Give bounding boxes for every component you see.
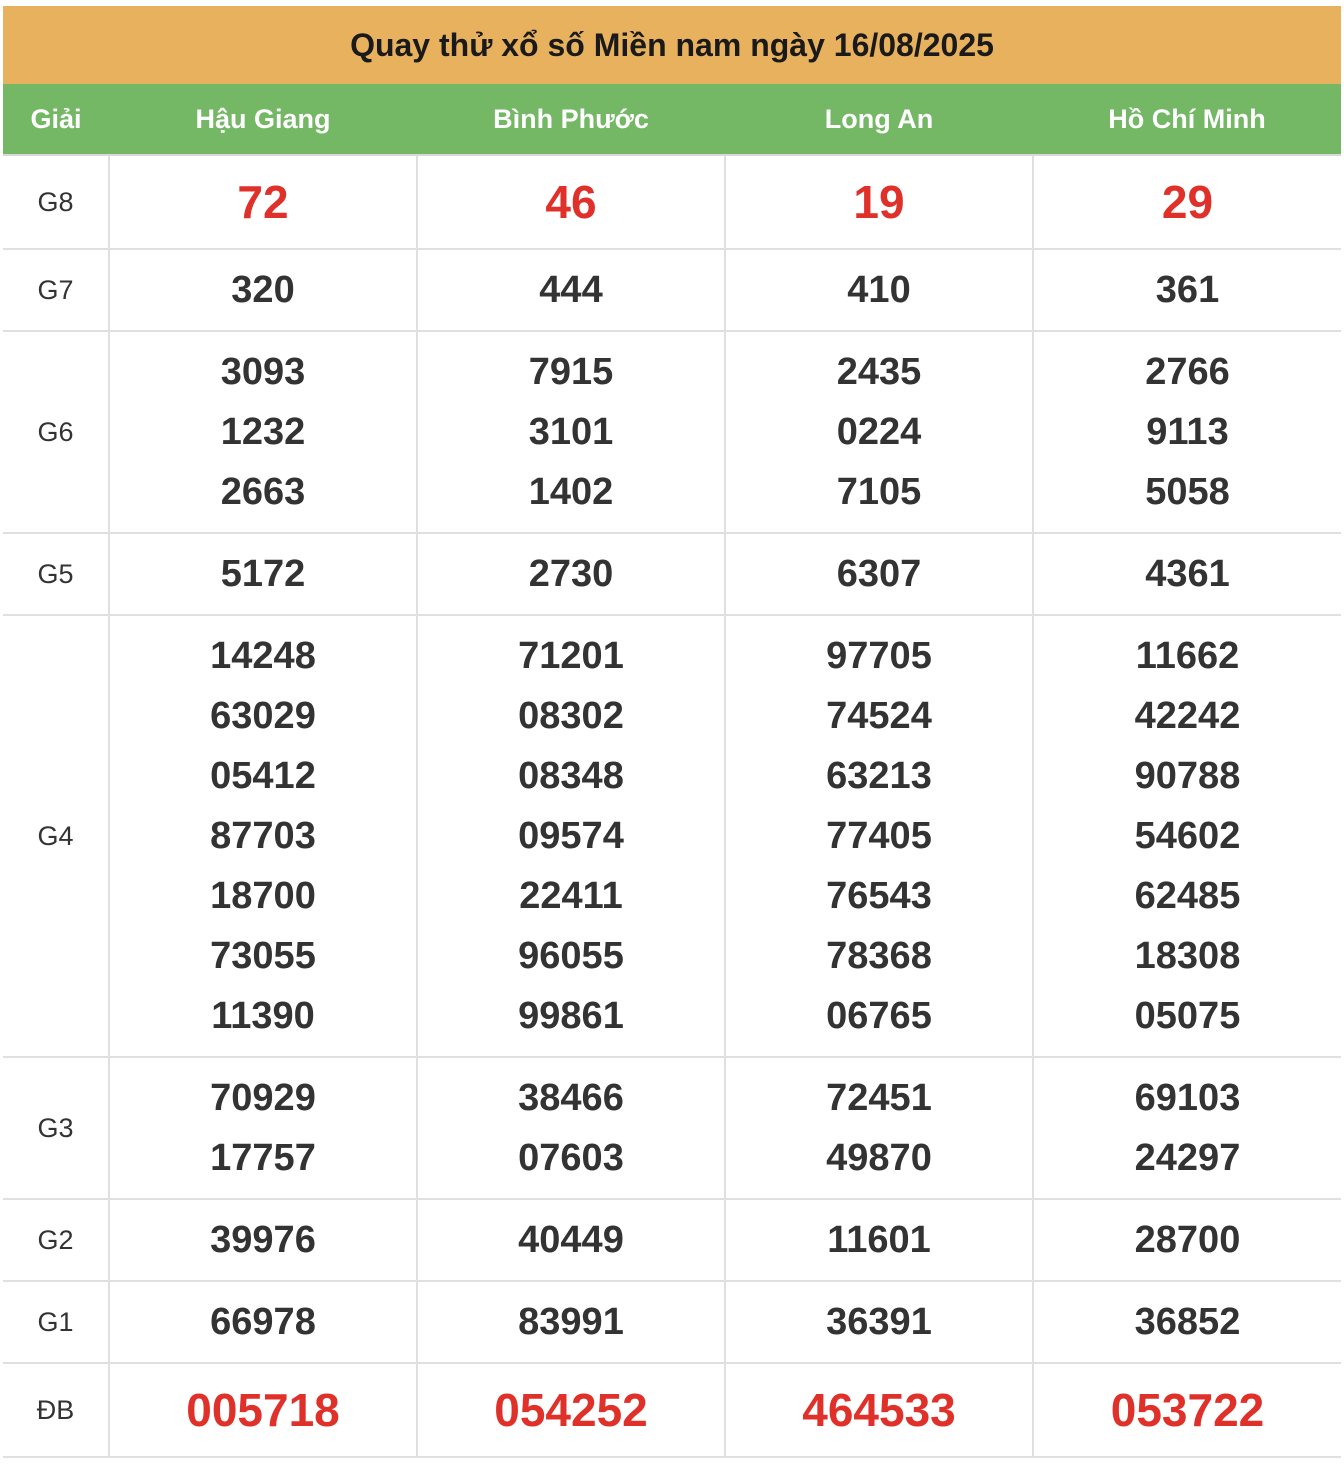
number-list xyxy=(1034,1292,1341,1352)
result-number: 40449 xyxy=(518,1219,624,1261)
result-cell xyxy=(417,1281,725,1363)
result-cell xyxy=(725,1057,1033,1199)
result-cell xyxy=(725,533,1033,615)
result-number: 63213 xyxy=(826,755,932,797)
prize-row xyxy=(3,615,1341,1057)
result-number: 7915 xyxy=(528,351,614,393)
number-list xyxy=(418,1210,724,1270)
number-list xyxy=(418,260,724,320)
result-number: 410 xyxy=(847,269,911,311)
result-number: 36391 xyxy=(826,1301,932,1343)
result-cell xyxy=(417,331,725,533)
header-province-binh-phuoc: Bình Phước xyxy=(417,84,725,155)
result-number: 2663 xyxy=(220,471,306,513)
result-number: 07603 xyxy=(518,1137,624,1179)
number-list xyxy=(418,1292,724,1352)
result-number: 1402 xyxy=(528,471,614,513)
number-list xyxy=(1034,1068,1341,1188)
result-number: 6307 xyxy=(836,553,922,595)
result-number: 11390 xyxy=(211,995,315,1037)
result-number: 49870 xyxy=(826,1137,932,1179)
number-list xyxy=(418,172,724,232)
number-list xyxy=(418,626,724,1046)
result-number: 29 xyxy=(1161,176,1214,228)
result-number: 444 xyxy=(539,269,603,311)
result-number: 18308 xyxy=(1134,935,1241,977)
prize-label: G8 xyxy=(3,155,109,249)
result-cell xyxy=(725,1363,1033,1457)
results-panel xyxy=(3,6,1341,1458)
result-cell xyxy=(417,615,725,1057)
number-list xyxy=(1034,1380,1341,1440)
result-number: 22411 xyxy=(519,875,623,917)
number-list xyxy=(110,1210,416,1270)
number-list xyxy=(1034,544,1341,604)
result-cell xyxy=(109,1057,417,1199)
result-number: 4361 xyxy=(1145,553,1230,595)
result-number: 63029 xyxy=(210,695,316,737)
number-list xyxy=(110,172,416,232)
result-cell xyxy=(1033,1363,1341,1457)
result-number: 78368 xyxy=(826,935,932,977)
header-province-long-an: Long An xyxy=(725,84,1033,155)
result-number: 5172 xyxy=(220,553,306,595)
result-cell xyxy=(109,1281,417,1363)
prize-label: G1 xyxy=(3,1281,109,1363)
result-cell xyxy=(725,155,1033,249)
prize-label: G7 xyxy=(3,249,109,331)
result-cell xyxy=(725,615,1033,1057)
result-number: 3093 xyxy=(220,351,306,393)
prize-row xyxy=(3,1057,1341,1199)
prize-row xyxy=(3,1363,1341,1457)
result-cell xyxy=(725,249,1033,331)
result-cell xyxy=(1033,533,1341,615)
prize-label: ĐB xyxy=(3,1363,109,1457)
prize-row xyxy=(3,331,1341,533)
number-list xyxy=(726,342,1032,522)
prize-row xyxy=(3,1281,1341,1363)
result-number: 87703 xyxy=(210,815,316,857)
result-number: 62485 xyxy=(1134,875,1241,917)
result-number: 464533 xyxy=(802,1384,956,1436)
number-list xyxy=(418,1380,724,1440)
number-list xyxy=(110,1380,416,1440)
result-number: 24297 xyxy=(1134,1137,1241,1179)
result-cell xyxy=(417,1057,725,1199)
result-number: 7105 xyxy=(836,471,922,513)
result-number: 9113 xyxy=(1146,411,1229,453)
prize-label: G2 xyxy=(3,1199,109,1281)
result-cell xyxy=(1033,1057,1341,1199)
number-list xyxy=(726,1210,1032,1270)
number-list xyxy=(726,626,1032,1046)
header-province-ho-chi-minh: Hồ Chí Minh xyxy=(1033,84,1341,155)
result-number: 28700 xyxy=(1134,1219,1241,1261)
number-list xyxy=(110,260,416,320)
result-number: 14248 xyxy=(210,635,316,677)
result-number: 05412 xyxy=(210,755,316,797)
result-number: 97705 xyxy=(826,635,932,677)
prize-label: G4 xyxy=(3,615,109,1057)
result-cell xyxy=(109,1363,417,1457)
result-number: 320 xyxy=(231,269,295,311)
prize-row xyxy=(3,249,1341,331)
prize-label: G3 xyxy=(3,1057,109,1199)
prize-label: G6 xyxy=(3,331,109,533)
result-number: 2730 xyxy=(528,553,614,595)
result-number: 3101 xyxy=(528,411,614,453)
result-number: 66978 xyxy=(210,1301,316,1343)
prize-row xyxy=(3,155,1341,249)
number-list xyxy=(418,1068,724,1188)
result-number: 46 xyxy=(545,176,597,228)
result-number: 96055 xyxy=(518,935,624,977)
result-cell xyxy=(417,249,725,331)
result-number: 17757 xyxy=(210,1137,316,1179)
number-list xyxy=(726,1292,1032,1352)
number-list xyxy=(418,544,724,604)
result-number: 2435 xyxy=(836,351,922,393)
result-number: 39976 xyxy=(210,1219,316,1261)
result-number: 71201 xyxy=(518,635,624,677)
result-cell xyxy=(109,615,417,1057)
number-list xyxy=(1034,1210,1341,1270)
result-number: 70929 xyxy=(210,1077,316,1119)
number-list xyxy=(726,1380,1032,1440)
result-cell xyxy=(417,1363,725,1457)
result-number: 69103 xyxy=(1134,1077,1241,1119)
number-list xyxy=(1034,342,1341,522)
result-number: 18700 xyxy=(210,875,316,917)
page-title: Quay thử xổ số Miền nam ngày 16/08/2025 xyxy=(3,6,1341,84)
result-cell xyxy=(417,1199,725,1281)
result-number: 42242 xyxy=(1134,695,1241,737)
prize-label: G5 xyxy=(3,533,109,615)
result-number: 361 xyxy=(1155,269,1220,311)
result-cell xyxy=(417,533,725,615)
result-cell xyxy=(109,155,417,249)
result-number: 19 xyxy=(853,176,905,228)
number-list xyxy=(726,260,1032,320)
header-province-hau-giang: Hậu Giang xyxy=(109,84,417,155)
result-number: 09574 xyxy=(518,815,624,857)
result-cell xyxy=(109,331,417,533)
number-list xyxy=(1034,172,1341,232)
result-cell xyxy=(109,533,417,615)
result-cell xyxy=(109,249,417,331)
result-cell xyxy=(1033,1199,1341,1281)
result-number: 08348 xyxy=(518,755,624,797)
result-cell xyxy=(1033,1281,1341,1363)
result-cell xyxy=(109,1199,417,1281)
result-number: 77405 xyxy=(826,815,932,857)
number-list xyxy=(1034,626,1341,1046)
number-list xyxy=(726,544,1032,604)
number-list xyxy=(726,172,1032,232)
result-number: 36852 xyxy=(1134,1301,1241,1343)
result-number: 053722 xyxy=(1110,1384,1265,1436)
result-cell xyxy=(1033,249,1341,331)
result-number: 06765 xyxy=(826,995,932,1037)
result-number: 05075 xyxy=(1134,995,1241,1037)
result-number: 73055 xyxy=(210,935,316,977)
result-number: 005718 xyxy=(186,1384,340,1436)
result-number: 72451 xyxy=(826,1077,932,1119)
result-number: 054252 xyxy=(494,1384,648,1436)
prize-row xyxy=(3,1199,1341,1281)
result-cell xyxy=(1033,331,1341,533)
result-number: 74524 xyxy=(826,695,932,737)
number-list xyxy=(726,1068,1032,1188)
result-number: 76543 xyxy=(826,875,932,917)
result-number: 11601 xyxy=(827,1219,931,1261)
number-list xyxy=(418,342,724,522)
result-cell xyxy=(1033,155,1341,249)
result-number: 72 xyxy=(237,176,289,228)
result-number: 2766 xyxy=(1145,351,1230,393)
result-number: 11662 xyxy=(1135,635,1240,677)
result-number: 83991 xyxy=(518,1301,624,1343)
results-table xyxy=(3,84,1341,1458)
result-cell xyxy=(725,1281,1033,1363)
number-list xyxy=(110,1292,416,1352)
result-cell xyxy=(725,331,1033,533)
result-number: 08302 xyxy=(518,695,624,737)
result-number: 54602 xyxy=(1134,815,1241,857)
number-list xyxy=(1034,260,1341,320)
result-number: 90788 xyxy=(1134,755,1241,797)
header-row xyxy=(3,84,1341,155)
result-cell xyxy=(417,155,725,249)
result-number: 0224 xyxy=(836,411,922,453)
header-prize: Giải xyxy=(3,84,109,155)
number-list xyxy=(110,626,416,1046)
result-number: 38466 xyxy=(518,1077,624,1119)
number-list xyxy=(110,1068,416,1188)
number-list xyxy=(110,544,416,604)
result-number: 5058 xyxy=(1145,471,1230,513)
prize-row xyxy=(3,533,1341,615)
result-number: 1232 xyxy=(220,411,306,453)
result-number: 99861 xyxy=(518,995,624,1037)
result-cell xyxy=(725,1199,1033,1281)
number-list xyxy=(110,342,416,522)
result-cell xyxy=(1033,615,1341,1057)
